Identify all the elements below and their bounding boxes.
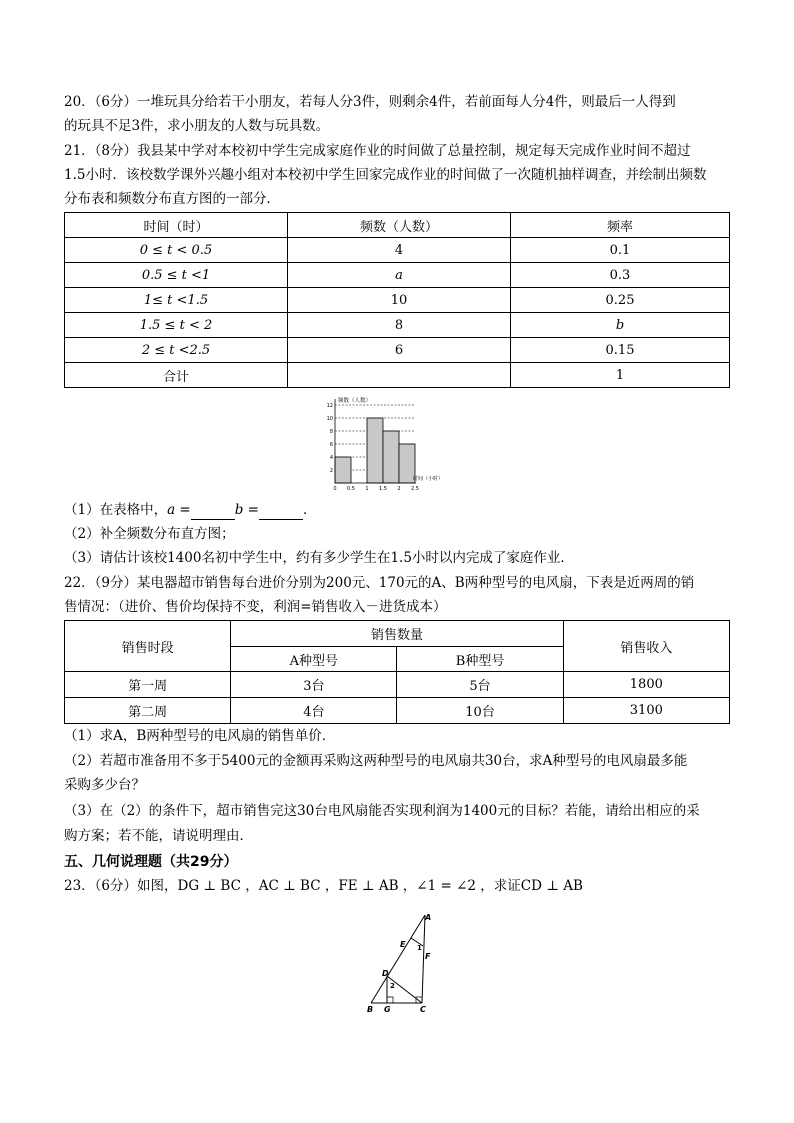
freq-cell [288, 363, 511, 388]
q21-sub1-end: ． [303, 502, 317, 518]
y-tick-label: 2 [329, 468, 333, 474]
sales-header-income: 销售收入 [563, 621, 729, 672]
x-tick-label: 1 [365, 486, 369, 492]
freq-cell: 4 [288, 238, 511, 263]
sales-header-a: A种型号 [231, 647, 397, 672]
q21-sub1 [64, 500, 734, 520]
label-g: G [384, 1005, 391, 1014]
x-tick-label: 2.5 [411, 486, 419, 492]
frequency-table [64, 212, 730, 388]
q21-sub1-a: a = [167, 502, 191, 518]
label-f: F [425, 952, 431, 961]
sales-cell: 第一周 [65, 672, 231, 698]
freq-cell: 1≤ t <1.5 [65, 288, 288, 313]
freq-cell: 10 [288, 288, 511, 313]
x-tick-label: 0.5 [347, 486, 355, 492]
label-a: A [425, 913, 432, 922]
sales-header-b: B种型号 [397, 647, 563, 672]
y-tick-label: 10 [326, 416, 333, 422]
q22-sub2-line1: （2）若超市准备用不多于5400元的金额再采购这两种型号的电风扇共30台，求A种型号的电风扇最多能 [64, 753, 688, 769]
histogram-bar-0-0.5 [335, 457, 351, 483]
freq-cell: a [288, 263, 511, 288]
freq-cell: b [511, 313, 730, 338]
q20-line2: 的玩具不足3件，求小朋友的人数与玩具数。 [64, 118, 330, 134]
freq-cell: 合计 [65, 363, 288, 388]
y-tick-label: 8 [329, 429, 333, 435]
segment-ab [371, 915, 425, 1003]
q23-text: 23．（6分）如图，DG ⊥ BC ，AC ⊥ BC ，FE ⊥ AB ，∠1 = ∠2 ，求证CD ⊥ AB [64, 878, 583, 894]
sales-cell: 3台 [231, 672, 397, 698]
q21-sub1-prefix: （1）在表格中， [64, 502, 168, 518]
right-angle-g [387, 997, 393, 1003]
sales-cell: 3100 [563, 698, 729, 724]
x-tick-label: 2 [397, 486, 401, 492]
label-angle-2: 2 [390, 982, 395, 990]
histogram-bar-1-1.5 [367, 418, 383, 483]
freq-cell: 0 ≤ t < 0.5 [65, 238, 288, 263]
label-d: D [382, 969, 389, 978]
label-b: B [367, 1005, 374, 1014]
freq-header-rate: 频率 [511, 213, 730, 238]
label-angle-1: 1 [417, 944, 422, 952]
freq-header-count: 频数（人数） [288, 213, 511, 238]
q20-line1: 20．（6分）一堆玩具分给若干小朋友，若每人分3件，则剩余4件，若前面每人分4件，则最后一人得到 [64, 94, 676, 110]
answer-blank-a[interactable] [191, 505, 235, 520]
q22-line1: 22．（9分）某电器超市销售每台进价分别为200元、170元的A、B两种型号的电风扇，下表是近两周的销 [64, 575, 695, 591]
freq-cell: 0.15 [511, 338, 730, 363]
y-tick-label: 4 [329, 455, 333, 461]
sales-cell: 4台 [231, 698, 397, 724]
frequency-histogram [318, 393, 448, 493]
q22-sub3-line1: （3）在（2）的条件下，超市销售完这30台电风扇能否实现利润为1400元的目标？若能，请给出相应的采 [64, 803, 700, 819]
section-title: 五、几何说理题（共29分） [64, 854, 238, 870]
freq-cell: 0.3 [511, 263, 730, 288]
q21-line1: 21．（8分）我县某中学对本校初中学生完成家庭作业的时间做了总量控制，规定每天完成作业时间不超过 [64, 143, 691, 159]
freq-cell: 8 [288, 313, 511, 338]
sales-cell: 第二周 [65, 698, 231, 724]
freq-cell: 0.5 ≤ t <1 [65, 263, 288, 288]
q21-line2: 1.5小时．该校数学课外兴趣小组对本校初中学生回家完成作业的时间做了一次随机抽样调查，并绘制出频数 [64, 167, 707, 183]
q21-sub1-b: b = [234, 502, 259, 518]
histogram-ylabel: 频数（人数） [338, 398, 372, 404]
freq-cell: 1 [511, 363, 730, 388]
sales-header-qty: 销售数量 [231, 621, 563, 647]
sales-table [64, 620, 730, 724]
freq-cell: 2 ≤ t <2.5 [65, 338, 288, 363]
x-tick-label: 1.5 [379, 486, 387, 492]
histogram-bar-1.5-2 [383, 431, 399, 483]
y-tick-label: 12 [326, 403, 333, 409]
freq-cell: 0.25 [511, 288, 730, 313]
label-e: E [400, 940, 406, 949]
q21-sub3: （3）请估计该校1400名初中学生中，约有多少学生在1.5小时以内完成了家庭作业． [64, 550, 574, 566]
q22-line2: 售情况：（进价、售价均保持不变，利润=销售收入－进货成本） [64, 599, 447, 615]
freq-cell: 6 [288, 338, 511, 363]
label-c: C [420, 1005, 426, 1014]
sales-header-period: 销售时段 [65, 621, 231, 672]
q22-sub3-line2: 购方案；若不能，请说明理由． [64, 828, 253, 844]
sales-cell: 1800 [563, 672, 729, 698]
geometry-figure [362, 910, 438, 1018]
q21-line3: 分布表和频数分布直方图的一部分． [64, 191, 280, 207]
freq-cell: 0.1 [511, 238, 730, 263]
freq-header-time: 时间（时） [65, 213, 288, 238]
sales-cell: 10台 [397, 698, 563, 724]
histogram-xlabel: 时间（小时） [413, 476, 444, 482]
x-tick-label: 0 [333, 486, 337, 492]
sales-cell: 5台 [397, 672, 563, 698]
answer-blank-b[interactable] [259, 505, 303, 520]
freq-cell: 1.5 ≤ t < 2 [65, 313, 288, 338]
q22-sub2-line2: 采购多少台？ [64, 777, 145, 793]
q21-sub2: （2）补全频数分布直方图； [64, 526, 235, 542]
q22-sub1: （1）求A，B两种型号的电风扇的销售单价． [64, 728, 336, 744]
y-tick-label: 6 [329, 442, 333, 448]
